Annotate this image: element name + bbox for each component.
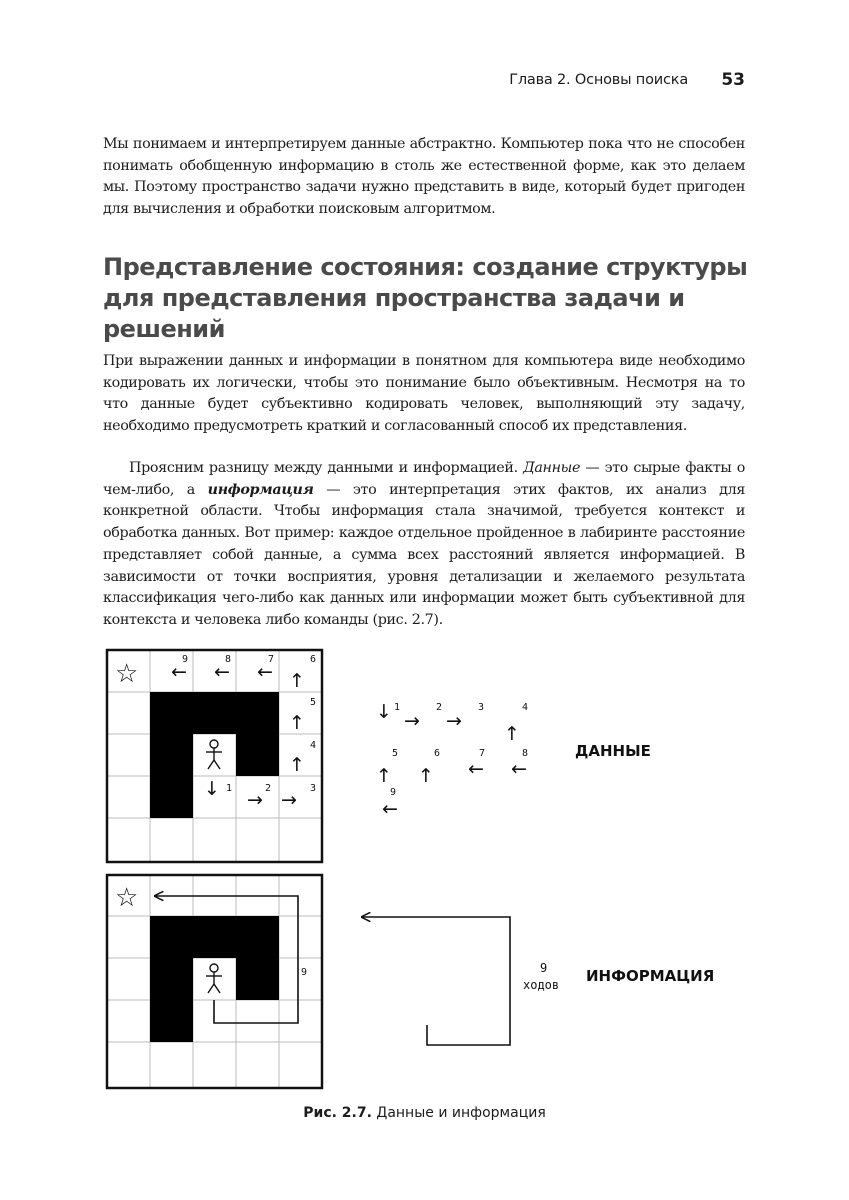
paragraph-2	[103, 351, 745, 438]
maze-top	[107, 650, 322, 862]
maze-bottom-star: ☆	[115, 883, 139, 913]
info-path-label: 9	[301, 967, 308, 978]
p3-part3: — это интерпретация этих фактов, их анализ для конкретной области. Чтобы информация стала значимой, требуется контекст и обработка данных. Вот пример: каждое отдельное пройденное в лабиринте расстояние представляет собой данные, а сумма всех расстояний является информацией. В зависимости от точки восприятия, уровня детализации и желаемого результата классификация чего-либо как данных или информации может быть субъективной для контекста и человека либо команды (рис. 2.7).	[103, 481, 745, 628]
maze-arrow-1: ↓	[204, 778, 220, 800]
maze-num-1: 1	[226, 783, 233, 794]
data-num-9: 9	[390, 787, 397, 798]
moves-count: 9	[540, 961, 548, 975]
data-num-4: 4	[522, 702, 529, 713]
data-cluster	[376, 701, 651, 820]
data-label: ДАННЫЕ	[575, 742, 651, 760]
maze-arrow-9: ←	[171, 661, 187, 683]
maze-bottom-person	[206, 964, 222, 993]
data-arrow-4: ↑	[504, 723, 520, 745]
moves-word: ходов	[523, 978, 560, 992]
maze-num-5: 5	[310, 697, 317, 708]
data-num-7: 7	[479, 748, 486, 759]
maze-top-star: ☆	[115, 659, 139, 689]
maze-num-4: 4	[310, 740, 317, 751]
caption-label: Рис. 2.7.	[303, 1105, 372, 1121]
data-arrow-5: ↑	[376, 765, 392, 787]
maze-num-2: 2	[265, 783, 272, 794]
data-num-6: 6	[434, 748, 441, 759]
term-information: информация	[207, 481, 314, 498]
info-summary-arrow	[362, 917, 510, 1045]
data-arrow-9: ←	[382, 798, 398, 820]
running-header	[500, 70, 745, 94]
page-number: 53	[721, 70, 745, 90]
info-cluster	[362, 917, 714, 1045]
info-label: ИНФОРМАЦИЯ	[586, 967, 715, 985]
maze-arrow-4: ↑	[289, 754, 305, 776]
section-heading: Представление состояния: создание структуры для представления пространства задачи и решений	[103, 253, 748, 343]
maze-num-3: 3	[310, 783, 317, 794]
figure-caption	[0, 1105, 849, 1121]
maze-arrow-2: →	[247, 789, 263, 811]
figure-data-vs-information	[0, 640, 849, 1100]
term-data: Данные	[523, 460, 581, 476]
data-arrows	[376, 701, 527, 820]
p3-part2: — это сырые факты о чем-либо, а	[103, 460, 745, 498]
chapter-title: Глава 2. Основы поиска	[509, 72, 688, 88]
data-num-5: 5	[392, 748, 399, 759]
maze-num-6: 6	[310, 654, 317, 665]
intro-paragraph: Мы понимаем и интерпретируем данные абстрактно. Компьютер пока что не способен понимать обобщенную информацию в столь же естественной форме, как это делаем мы. Поэтому пространство задачи нужно представить в виде, который будет пригоден для вычисления и обработки поисковым алгоритмом.	[103, 136, 745, 218]
maze-arrow-5: ↑	[289, 712, 305, 734]
maze-num-7: 7	[268, 654, 275, 665]
data-arrow-3: →	[446, 710, 462, 732]
maze-arrow-7: ←	[257, 661, 273, 683]
data-num-3: 3	[478, 702, 485, 713]
data-num-2: 2	[436, 702, 443, 713]
maze-num-9: 9	[182, 654, 189, 665]
maze-arrow-8: ←	[214, 661, 230, 683]
data-arrow-7: ←	[468, 758, 484, 780]
maze-num-8: 8	[225, 654, 232, 665]
data-arrow-8: ←	[511, 758, 527, 780]
paragraph-3-text	[103, 458, 745, 632]
caption-text: Данные и информация	[371, 1105, 546, 1121]
maze-bottom	[107, 875, 322, 1088]
maze-arrow-3: →	[281, 789, 297, 811]
data-num-8: 8	[522, 748, 529, 759]
paragraph-3	[103, 458, 745, 632]
data-arrow-1: ↓	[376, 701, 392, 723]
maze-top-person	[206, 740, 222, 769]
p3-part1: Проясним разницу между данными и информацией.	[129, 460, 524, 476]
paragraph-2-text: При выражении данных и информации в понятном для компьютера виде необходимо кодировать их логически, чтобы это понимание было объективным. Несмотря на то что данные будет субъективно кодировать человек, выполняющий эту задачу, необходимо предусмотреть краткий и согласованный способ их представления.	[103, 353, 745, 435]
data-num-1: 1	[394, 702, 401, 713]
data-arrow-6: ↑	[418, 765, 434, 787]
data-arrow-2: →	[404, 710, 420, 732]
maze-arrow-6: ↑	[289, 670, 305, 692]
